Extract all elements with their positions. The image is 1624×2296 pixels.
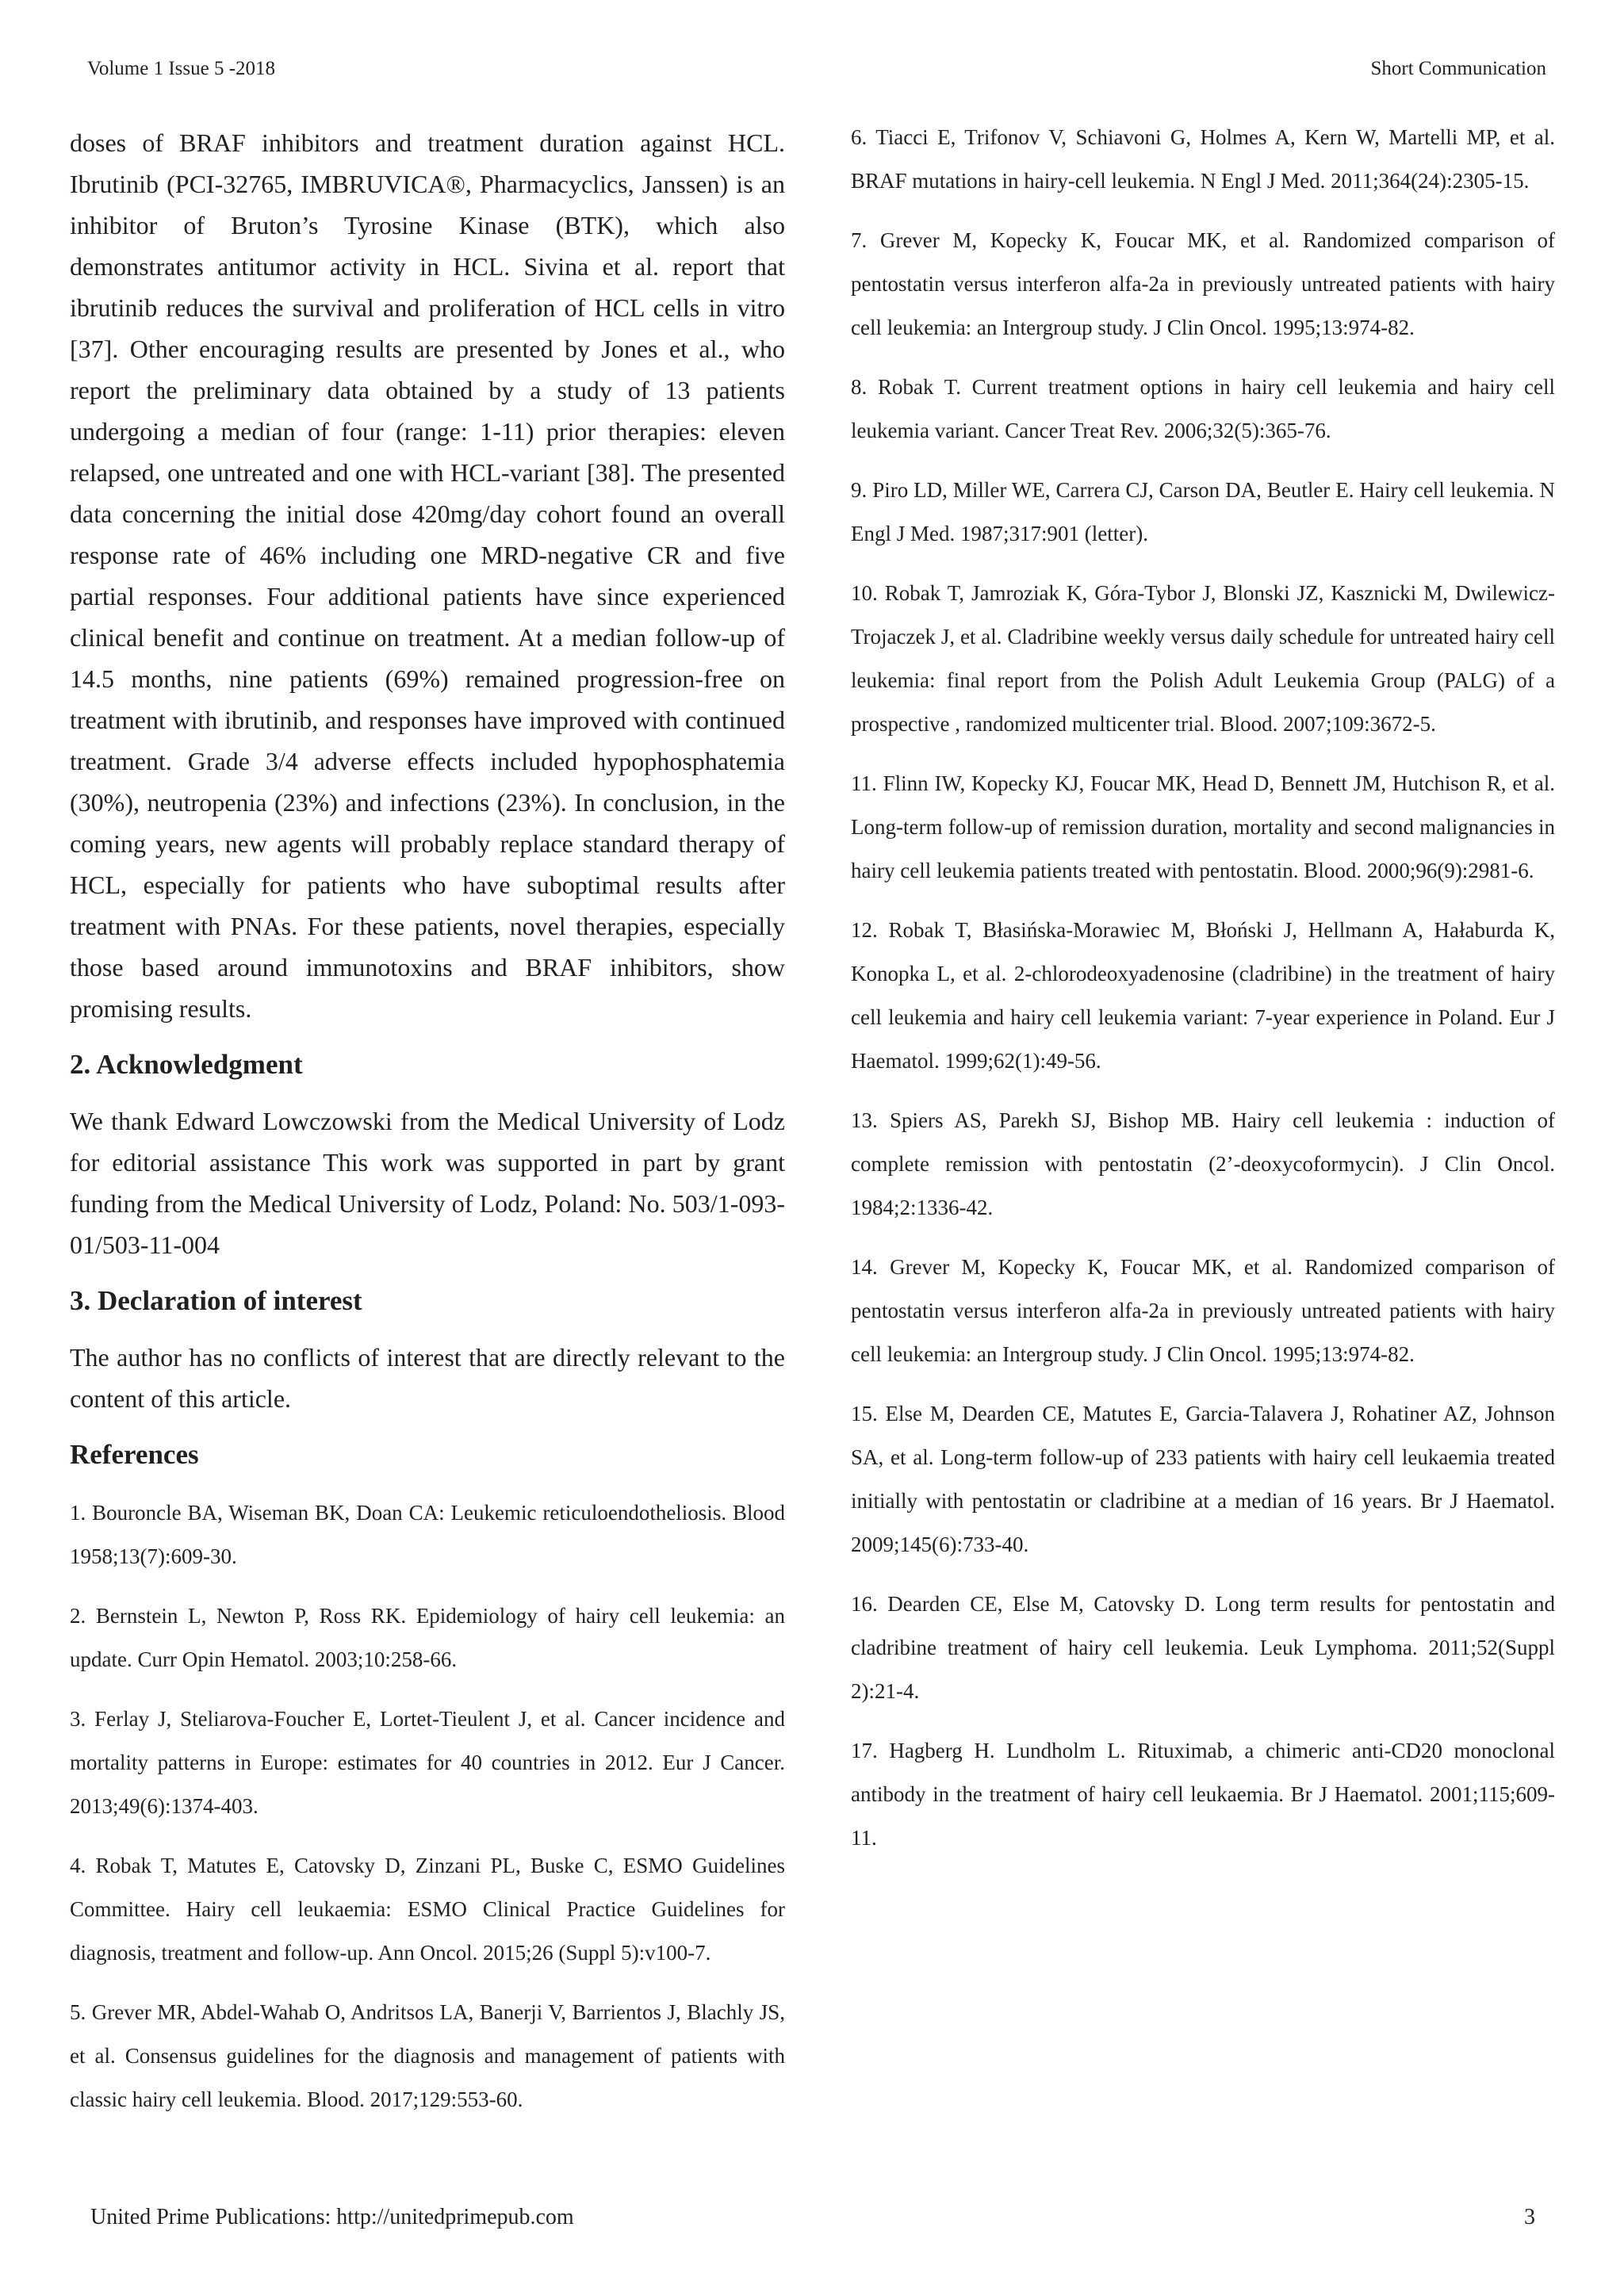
left-column [70, 122, 785, 2122]
reference-item: 10. Robak T, Jamroziak K, Góra-Tybor J, Blonski JZ, Kasznicki M, Dwilewicz-Trojaczek J, et al. Cladribine weekly versus daily schedule for untreated hairy cell leukemia: final report from the Polish Adult Leukemia Group (PALG) of a prospective , randomized multicenter trial. Blood. 2007;109:3672-5. [851, 581, 1555, 736]
reference-item: 12. Robak T, Błasińska-Morawiec M, Błoński J, Hellmann A, Hałaburda K, Konopka L, et al. 2-chlorodeoxyadenosine (cladribine) in the treatment of hairy cell leukemia and hairy cell leukemia variant: 7-year experience in Poland. Eur J Haematol. 1999;62(1):49-56. [851, 918, 1555, 1073]
reference-item: 7. Grever M, Kopecky K, Foucar MK, et al. Randomized comparison of pentostatin versus interferon alfa-2a in previously untreated patients with hairy cell leukemia: an Intergroup study. J Clin Oncol. 1995;13:974-82. [851, 228, 1555, 339]
reference-item: 11. Flinn IW, Kopecky KJ, Foucar MK, Head D, Bennett JM, Hutchison R, et al. Long-term follow-up of remission duration, mortality and second malignancies in hairy cell leukemia patients treated with pentostatin. Blood. 2000;96(9):2981-6. [851, 771, 1555, 882]
reference-item: 16. Dearden CE, Else M, Catovsky D. Long term results for pentostatin and cladribine treatment of hairy cell leukemia. Leuk Lymphoma. 2011;52(Suppl 2):21-4. [851, 1592, 1555, 1703]
reference-item: 13. Spiers AS, Parekh SJ, Bishop MB. Hairy cell leukemia : induction of complete remission with pentostatin (2’-deoxycoformycin). J Clin Oncol. 1984;2:1336-42. [851, 1108, 1555, 1219]
reference-item: 9. Piro LD, Miller WE, Carrera CJ, Carson DA, Beutler E. Hairy cell leukemia. N Engl J Med. 1987;317:901 (letter). [851, 478, 1555, 545]
reference-item: 15. Else M, Dearden CE, Matutes E, Garcia-Talavera J, Rohatiner AZ, Johnson SA, et al. Long-term follow-up of 233 patients with hairy cell leukaemia treated initially with pentostatin or cladribine at a median of 16 years. Br J Haematol. 2009;145(6):733-40. [851, 1402, 1555, 1556]
declaration-text: The author has no conflicts of interest that are directly relevant to the content of this article. [70, 1343, 785, 1413]
reference-item: 1. Bouroncle BA, Wiseman BK, Doan CA: Leukemic reticuloendotheliosis. Blood 1958;13(7):609-30. [70, 1501, 785, 1568]
reference-item: 14. Grever M, Kopecky K, Foucar MK, et al. Randomized comparison of pentostatin versus interferon alfa-2a in previously untreated patients with hairy cell leukemia: an Intergroup study. J Clin Oncol. 1995;13:974-82. [851, 1255, 1555, 1366]
journal-issue: Volume 1 Issue 5 -2018 [87, 58, 276, 79]
declaration-heading: 3. Declaration of interest [70, 1285, 362, 1316]
reference-item: 4. Robak T, Matutes E, Catovsky D, Zinzani PL, Buske C, ESMO Guidelines Committee. Hairy cell leukaemia: ESMO Clinical Practice Guidelines for diagnosis, treatment and follow-up. Ann Oncol. 2015;26 (Suppl 5):v100-7. [70, 1854, 785, 1965]
acknowledgment-heading: 2. Acknowledgment [70, 1049, 303, 1080]
reference-item: 5. Grever MR, Abdel-Wahab O, Andritsos LA, Banerji V, Barrientos J, Blachly JS, et al. Consensus guidelines for the diagnosis and management of patients with classic hairy cell leukemia. Blood. 2017;129:553-60. [70, 2000, 785, 2111]
page-header [87, 55, 1546, 82]
right-column [851, 122, 1555, 1860]
publisher-info: United Prime Publications: http://unitedprimepub.com [90, 2205, 574, 2229]
reference-item: 17. Hagberg H. Lundholm L. Rituximab, a chimeric anti-CD20 monoclonal antibody in the treatment of hairy cell leukaemia. Br J Haematol. 2001;115;609-11. [851, 1739, 1555, 1850]
body-paragraph: doses of BRAF inhibitors and treatment duration against HCL. Ibrutinib (PCI-32765, IMBRUVICA®, Pharmacyclics, Janssen) is an inhibitor of Bruton’s Tyrosine Kinase (BTK), which also demonstrates antitumor activity in HCL. Sivina et al. report that ibrutinib reduces the survival and proliferation of HCL cells in vitro [37]. Other encouraging results are presented by Jones et al., who report the preliminary data obtained by a study of 13 patients undergoing a median of four (range: 1-11) prior therapies: eleven relapsed, one untreated and one with HCL-variant [38]. The presented data concerning the initial dose 420mg/day cohort found an overall response rate of 46% including one MRD-negative CR and five partial responses. Four additional patients have since experienced clinical benefit and continue on treatment. At a median follow-up of 14.5 months, nine patients (69%) remained progression-free on treatment with ibrutinib, and responses have improved with continued treatment. Grade 3/4 adverse effects included hypophosphatemia (30%), neutropenia (23%) and infections (23%). In conclusion, in the coming years, new agents will probably replace standard therapy of HCL, especially for patients who have suboptimal results after treatment with PNAs. For these patients, novel therapies, especially those based around immunotoxins and BRAF inhibitors, show promising results. [70, 128, 785, 1023]
page-number: 3 [1524, 2205, 1535, 2229]
acknowledgment-text: We thank Edward Lowczowski from the Medical University of Lodz for editorial assistance This work was supported in part by grant funding from the Medical University of Lodz, Poland: No. 503/1-093-01/503-11-004 [70, 1107, 785, 1259]
page-footer [90, 2203, 1535, 2232]
reference-item: 3. Ferlay J, Steliarova-Foucher E, Lortet-Tieulent J, et al. Cancer incidence and mortality patterns in Europe: estimates for 40 countries in 2012. Eur J Cancer. 2013;49(6):1374-403. [70, 1707, 785, 1818]
reference-list-left [70, 1491, 785, 2122]
reference-item: 8. Robak T. Current treatment options in hairy cell leukemia and hairy cell leukemia variant. Cancer Treat Rev. 2006;32(5):365-76. [851, 375, 1555, 442]
references-heading: References [70, 1439, 199, 1470]
article-type: Short Communication [1370, 58, 1546, 79]
reference-item: 6. Tiacci E, Trifonov V, Schiavoni G, Holmes A, Kern W, Martelli MP, et al. BRAF mutations in hairy-cell leukemia. N Engl J Med. 2011;364(24):2305-15. [851, 125, 1555, 193]
reference-item: 2. Bernstein L, Newton P, Ross RK. Epidemiology of hairy cell leukemia: an update. Curr Opin Hematol. 2003;10:258-66. [70, 1604, 785, 1671]
